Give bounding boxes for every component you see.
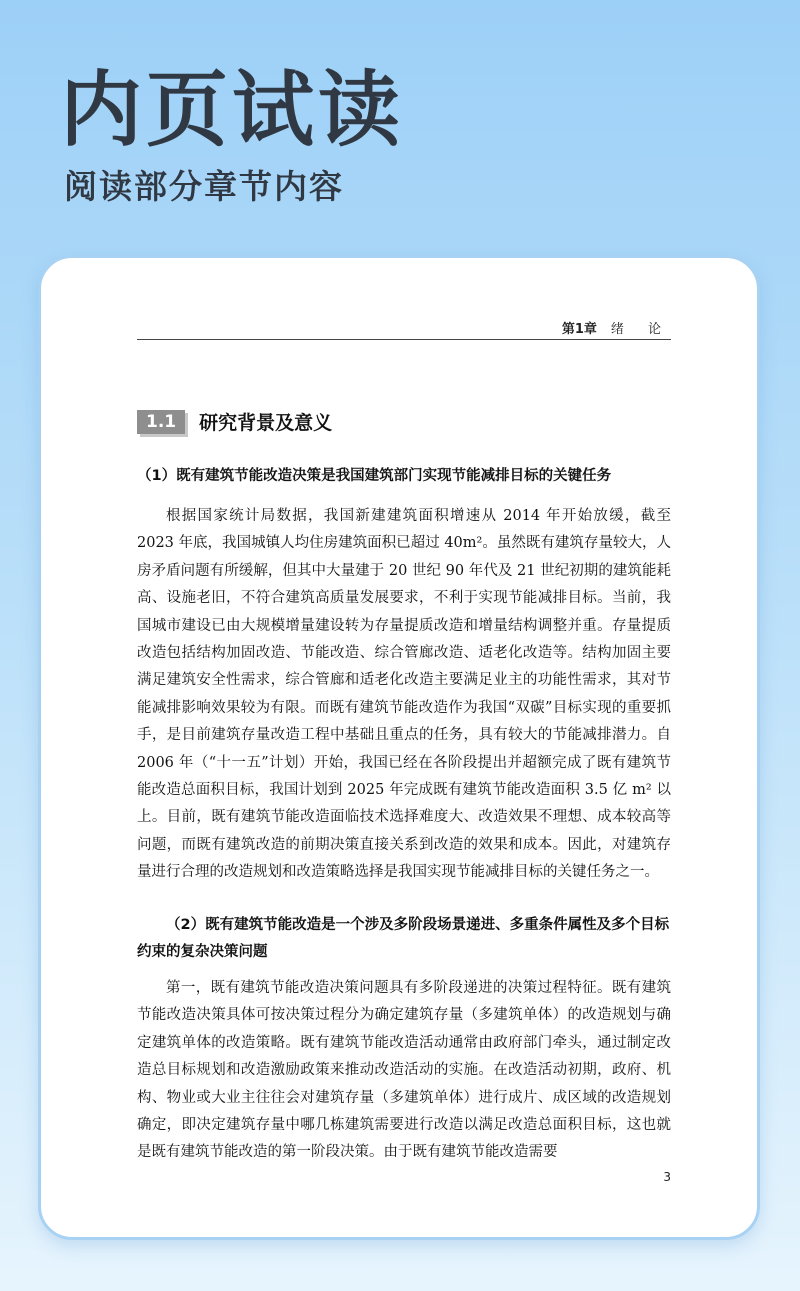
running-head-chapter: 第1章 [561,322,597,337]
page-number: 3 [663,1170,671,1184]
section-title: 研究背景及意义 [199,412,333,434]
running-head-name: 绪 论 [610,322,671,337]
paragraph-1: 根据国家统计局数据，我国新建建筑面积增速从 2014 年开始放缓，截至 2023 年底，我国城镇人均住房建筑面积已超过 40m²。虽然既有建筑存量较大，人房矛盾问题有所缓解，但其中大量建于 20 世纪 90 年代及 21 世纪初期的建筑能耗高、设施老旧，不符合建筑高质量发展要求，不利于实现节能减排目标。当前，我国城市建设已由大规模增量建设转为存量提质改造和增量结构调整并重。存量提质改造包括结构加固改造、节能改造、综合管廊改造、适老化改造等。结构加固主要满足建筑安全性需求，综合管廊和适老化改造主要满足业主的功能性需求，其对节能减排影响效果较为有限。而既有建筑节能改造作为我国“双碳”目标实现的重要抓手，是目前建筑存量改造工程中基础且重点的任务，具有较大的节能减排潜力。自 2006 年（“十一五”计划）开始，我国已经在各阶段提出并超额完成了既有建筑节能改造总面积目标，我国计划到 2025 年完成既有建筑节能改造面积 3.5 亿 m² 以上。目前，既有建筑节能改造面临技术选择难度大、改造效果不理想、成本较高等问题，而既有建筑改造的前期决策直接关系到改造的效果和成本。因此，对建筑存量进行合理的改造规划和改造策略选择是我国实现节能减排目标的关键任务之一。 [137,508,671,881]
banner-subtitle: 阅读部分章节内容 [64,167,344,206]
paragraph-2: 第一，既有建筑节能改造决策问题具有多阶段递进的决策过程特征。既有建筑节能改造决策具体可按决策过程分为确定建筑存量（多建筑单体）的改造规划与确定建筑单体的改造策略。既有建筑节能改造活动通常由政府部门牵头，通过制定改造总目标规划和改造激励政策来推动改造活动的实施。在改造活动初期，政府、机构、物业或大业主往往会对建筑存量（多建筑单体）进行成片、成区域的改造规划确定，即决定建筑存量中哪几栋建筑需要进行改造以满足改造总面积目标，这也就是既有建筑节能改造的第一阶段决策。由于既有建筑节能改造需要 [137,980,671,1161]
subheading-1: （1）既有建筑节能改造决策是我国建筑部门实现节能减排目标的关键任务 [137,468,612,484]
page-preview-card [38,255,760,1240]
section-number: 1.1 [137,410,185,434]
header-rule [137,339,671,340]
running-head [562,318,671,337]
section-heading [137,408,332,435]
banner-title: 内页试读 [60,63,405,158]
subheading-2: （2）既有建筑节能改造是一个涉及多阶段场景递进、多重条件属性及多个目标约束的复杂决策问题 [137,917,670,960]
